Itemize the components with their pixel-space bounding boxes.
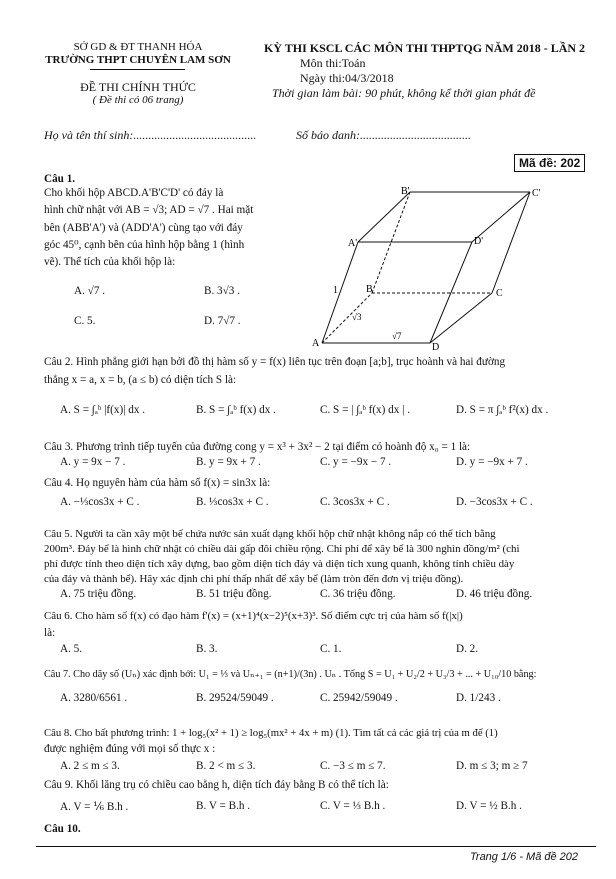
edge-CpDp <box>472 192 530 242</box>
q4-line1: Câu 4. Họ nguyên hàm của hàm số f(x) = sin3x là: <box>44 477 271 489</box>
q8-option-a: A. 2 ≤ m ≤ 3. <box>60 760 120 772</box>
q1-line4: góc 45⁰, cạnh bên của hình hộp bằng 1 (hình <box>44 239 245 251</box>
q2-option-b: B. S = ∫ₐᵇ f(x) dx . <box>196 404 276 416</box>
q6-option-a: A. 5. <box>60 643 83 655</box>
label-Ap: A' <box>348 238 358 249</box>
q6-line2: là: <box>44 627 56 639</box>
q5-option-a: A. 75 triệu đồng. <box>60 588 137 600</box>
q2-line1: Câu 2. Hình phẳng giới hạn bởi đồ thị hàm số y = f(x) liên tục trên đoạn [a;b], trục hoành và hai đường <box>44 356 506 368</box>
q4-option-c: C. 3cos3x + C . <box>320 496 390 508</box>
q2-line2: thẳng x = a, x = b, (a ≤ b) có diện tích S là: <box>44 374 237 386</box>
label-Dp: D' <box>474 236 484 247</box>
q1-option-d: D. 7√7 . <box>204 315 241 327</box>
q10-number: Câu 10. <box>44 823 81 835</box>
label-edge-1: 1 <box>333 285 338 296</box>
edge-ApBp <box>358 192 410 242</box>
label-sqrt7: √7 <box>392 331 402 341</box>
q5-option-d: D. 46 triệu đồng. <box>456 588 533 600</box>
q5-line1: Câu 5. Người ta cần xây một bể chứa nước sản xuất dạng khối hộp chữ nhật không nắp có thể tích bằng <box>44 528 496 540</box>
q5-option-c: C. 36 triệu đồng. <box>320 588 396 600</box>
edge-DDp <box>430 242 472 343</box>
label-C: C <box>496 288 503 299</box>
edge-DC <box>430 293 492 343</box>
edge-CCp <box>492 192 530 293</box>
q2-option-a: A. S = ∫ₐᵇ |f(x)| dx . <box>60 404 146 416</box>
q7-option-a: A. 3280/6561 . <box>60 692 128 704</box>
q7-option-b: B. 29524/59049 . <box>196 692 274 704</box>
q7-line1: Câu 7. Cho dãy số (Uₙ) xác định bởi: U₁ = ⅓ và Uₙ₊₁ = (n+1)/(3n) . Uₙ . Tổng S = U₁ + U₂/2 + U₃/3 + ... + U₁₀/10 bằng: <box>44 669 537 680</box>
q3-option-c: C. y = −9x − 7 . <box>320 456 392 468</box>
q6-option-b: B. 3. <box>196 643 218 655</box>
q3-line1: Câu 3. Phương trình tiếp tuyến của đường cong y = x³ + 3x² − 2 tại điểm có hoành độ x₀ = 1 là: <box>44 441 471 453</box>
exam-subject: Môn thi:Toán <box>300 56 366 70</box>
label-B: B <box>366 284 373 295</box>
q3-option-a: A. y = 9x − 7 . <box>60 456 126 468</box>
q6-option-c: C. 1. <box>320 643 342 655</box>
q4-option-b: B. ⅓cos3x + C . <box>196 496 269 508</box>
exam-code-box: Mã đề: 202 <box>514 154 585 172</box>
edge-AAp <box>322 242 358 343</box>
exam-title: KỲ THI KSCL CÁC MÔN THI THPTQG NĂM 2018 - LẦN 2 <box>264 41 586 55</box>
q1-line3: bên (ABB'A') và (ADD'A') cùng tạo với đáy <box>44 222 243 234</box>
header-official: ĐỀ THI CHÍNH THỨC <box>80 80 196 94</box>
q1-option-a: A. √7 . <box>74 285 106 297</box>
q7-option-c: C. 25942/59049 . <box>320 692 398 704</box>
q3-option-b: B. y = 9x + 7 . <box>196 456 261 468</box>
header-underline <box>90 69 185 70</box>
q9-option-a: A. V = ⅙ B.h . <box>60 801 129 813</box>
exam-time: Thời gian làm bài: 90 phút, không kể thời gian phát đề <box>272 86 536 100</box>
q5-line3: phí được tính theo diện tích xây dựng, bao gồm diện tích đáy và diện tích xung quanh, không tính chiều dày <box>44 558 515 570</box>
q2-option-d: D. S = π ∫ₐᵇ f²(x) dx . <box>456 404 549 416</box>
exam-date: Ngày thi:04/3/2018 <box>300 71 394 85</box>
header-dept: SỞ GD & ĐT THANH HÓA <box>73 41 203 53</box>
label-Cp: C' <box>532 188 541 199</box>
header-pages: ( Đề thi có 06 trang) <box>92 94 184 106</box>
q4-option-a: A. −⅓cos3x + C . <box>60 496 140 508</box>
q1-number: Câu 1. <box>44 173 76 185</box>
q8-line2: được nghiệm đúng với mọi số thực x : <box>44 743 216 755</box>
label-A: A <box>312 338 320 349</box>
q8-line1: Câu 8. Cho bất phương trình: 1 + log₅(x² + 1) ≥ log₅(mx² + 4x + m) (1). Tìm tất cả các giá trị của m để (1) <box>44 727 498 739</box>
header-school: TRƯỜNG THPT CHUYÊN LAM SƠN <box>45 54 231 66</box>
q8-option-d: D. m ≤ 3; m ≥ 7 <box>456 760 528 772</box>
q8-option-c: C. −3 ≤ m ≤ 7. <box>320 760 386 772</box>
q5-option-b: B. 51 triệu đồng. <box>196 588 272 600</box>
footer-rule <box>36 846 596 847</box>
q1-line1: Cho khối hộp ABCD.A'B'C'D' có đáy là <box>44 187 224 199</box>
q9-option-d: D. V = ½ B.h . <box>456 800 522 812</box>
label-sqrt3: √3 <box>352 312 362 322</box>
label-Bp: B' <box>401 186 410 197</box>
q1-option-c: C. 5. <box>74 315 96 327</box>
q8-option-b: B. 2 < m ≤ 3. <box>196 760 256 772</box>
q1-option-b: B. 3√3 . <box>204 285 240 297</box>
footer-page: Trang 1/6 - Mã đề 202 <box>470 851 579 863</box>
label-D: D <box>432 342 440 353</box>
edge-AB <box>322 293 372 343</box>
q1-line5: vẽ). Thể tích của khối hộp là: <box>44 256 176 268</box>
candidate-name: Họ và tên thí sinh:......................................... <box>44 128 257 142</box>
q7-option-d: D. 1/243 . <box>456 692 501 704</box>
q6-line1: Câu 6. Cho hàm số f(x) có đạo hàm f'(x) = (x+1)⁴(x−2)⁵(x+3)³. Số điểm cực trị của hàm số f(|x|) <box>44 610 463 622</box>
q5-line4: của đáy và thành bể). Hãy xác định chi phí thấp nhất để xây bể (làm tròn đến đơn vị triệu đồng). <box>44 573 464 585</box>
q4-option-d: D. −3cos3x + C . <box>456 496 533 508</box>
q9-option-b: B. V = B.h . <box>196 800 251 812</box>
q6-option-d: D. 2. <box>456 643 479 655</box>
q9-option-c: C. V = ⅓ B.h . <box>320 800 386 812</box>
q1-line2: hình chữ nhật với AB = √3; AD = √7 . Hai mặt <box>44 204 254 216</box>
q3-option-d: D. y = −9x + 7 . <box>456 456 528 468</box>
q5-line2: 200m³. Đáy bể là hình chữ nhật có chiều dài gấp đôi chiều rộng. Chi phí để xây bể là 300 nghìn đồng/m² (chi <box>44 543 520 555</box>
q9-line1: Câu 9. Khối lăng trụ có chiều cao bằng h, diện tích đáy bằng B có thể tích là: <box>44 779 389 791</box>
candidate-id: Số báo danh:..................................... <box>296 128 471 142</box>
q2-option-c: C. S = | ∫ₐᵇ f(x) dx | . <box>320 404 410 416</box>
q1-box-figure <box>300 180 560 355</box>
